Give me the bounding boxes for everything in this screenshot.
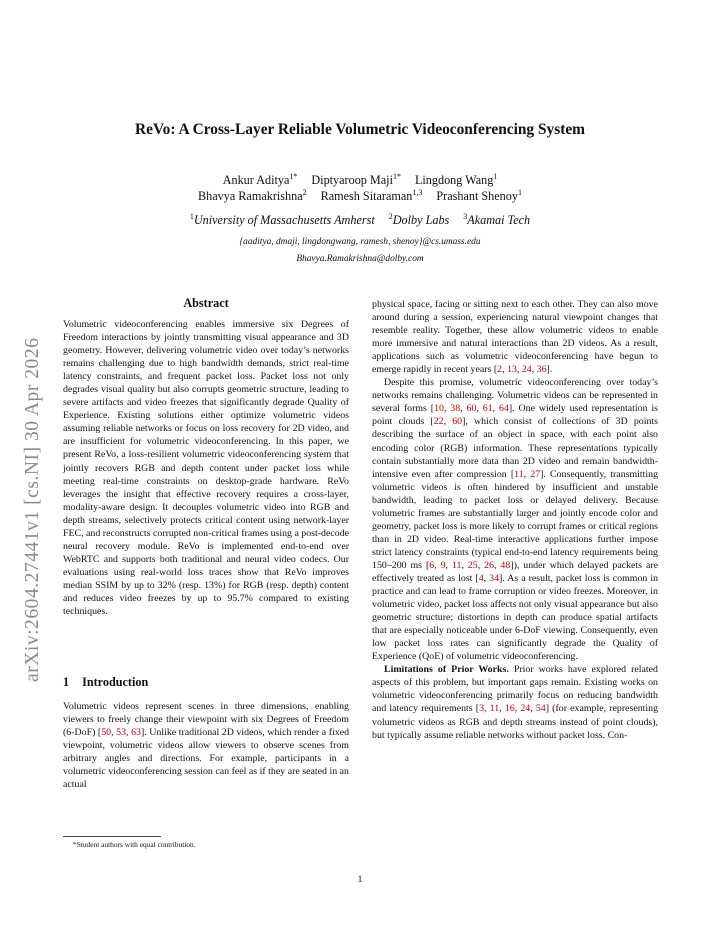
right-paragraph-3: Limitations of Prior Works. Prior works have explored related aspects of this problem, but important gaps remain. Existing works on volumetric videoconferencing primarily focus on reducing bandwidth and latency requirements [3, 11, 16, 24, 54] (for example, representing volumetric videos as RGB and depth streams instead of point clouds), but typically assume reliable networks without packet loss. Con- (372, 664, 659, 741)
affiliation: $^3$Akamai Tech (463, 212, 531, 228)
citation-link[interactable]: 36 (536, 364, 547, 376)
citation-link[interactable]: 24 (520, 703, 531, 715)
citation-link[interactable]: 11 (514, 468, 524, 480)
affiliation: $^1$University of Massachusetts Amherst (189, 212, 375, 228)
citation-link[interactable]: 11 (489, 703, 500, 715)
abstract-heading: Abstract (183, 296, 229, 310)
citation-link[interactable]: 61 (482, 403, 493, 415)
citation-link[interactable]: 13 (507, 364, 517, 376)
paragraph-heading: Limitations of Prior Works. (384, 664, 509, 676)
citation-link[interactable]: 53 (116, 727, 127, 739)
page-number: 1 (357, 874, 363, 885)
citation-link[interactable]: 34 (489, 572, 500, 584)
citation-link[interactable]: 26 (484, 559, 495, 571)
citation-link[interactable]: 11 (451, 559, 462, 571)
author-name: Prashant Shenoy$^1$ (436, 188, 522, 204)
abstract-text (63, 318, 349, 618)
citation-link[interactable]: 4 (478, 572, 484, 584)
citation-link[interactable]: 16 (504, 703, 515, 715)
citation-link[interactable]: 54 (535, 703, 546, 715)
affiliations (0, 212, 720, 228)
author-name: Ramesh Sitaraman$^{1,3}$ (320, 188, 423, 204)
right-paragraph-2: Despite this promise, volumetric videoconferencing over today’s networks remains challenging. Volumetric videos can be represented in several forms [10, 38, 60, 61, 64]. One widely used representation is point clouds [22, 60], which consist of collections of 3D points describing the surface of an object in space, with each point also encoding color (RGB) information. These representations typically contain substantially more data than 2D video and remain bandwidth-intensive even after compression [11, 27]. Consequently, transmitting volumetric videos is often hindered by insufficient and unstable bandwidth, leading to packet loss or delayed delivery. Because volumetric frames are substantially larger and jointly encode color and geometry, packet loss is more likely to corrupt frames or critical regions than in 2D video. Real-time interactive applications further impose strict latency constraints (typical end-to-end latency requirements being 150–200 ms [6, 9, 11, 25, 26, 48]), under which delayed packets are effectively treated as lost [4, 34]. As a result, packet loss is common in practice and can lead to frame corruption or video freezes. Moreover, in volumetric video, packet loss affects not only visual appearance but also geometric structure; distortions in depth can produce spatial artifacts that are especially noticeable under 6-DoF viewing. Consequently, even low packet loss rates can significantly degrade the Quality of Experience (QoE) of volumetric videoconferencing. (372, 377, 659, 663)
paper-title: ReVo: A Cross-Layer Reliable Volumetric Videoconferencing System (135, 121, 585, 138)
section-title: Introduction (82, 675, 149, 689)
affiliation: $^2$Dolby Labs (388, 212, 450, 228)
author-name: Bhavya Ramakrishna$^2$ (198, 188, 307, 204)
footnote: *Student authors with equal contribution. (73, 840, 196, 849)
citation-link[interactable]: 25 (467, 559, 478, 571)
author-name: Ankur Aditya$^{1*}$ (222, 172, 298, 188)
citation-link[interactable]: 6 (429, 559, 435, 571)
citation-link[interactable]: 24 (521, 364, 532, 376)
author-name: Diptyaroop Maji$^{1*}$ (311, 172, 401, 188)
citation-link[interactable]: 64 (499, 403, 509, 415)
abstract-paragraph: Volumetric videoconferencing enables immersive six Degrees of Freedom interactions by jointly transmitting visual appearance and 3D geometry. However, delivering volumetric video over today’s networks remains challenging due to high bandwidth demands, strict real-time latency constraints, and frequent packet loss. Packet loss not only degrades visual quality but also corrupts geometric structure, leading to severe artifacts and video freezes that significantly degrade Quality of Experience. Existing solutions either optimize volumetric videos assuming reliable networks or focus on loss recovery for 2D video, and are insufficient for volumetric videoconferencing. In this paper, we present ReVo, a loss-resilient volumetric videoconferencing system that jointly recovers RGB and depth content under packet loss while meeting real-time constraints on desktop-grade hardware. ReVo leverages the insight that effective recovery requires a cross-layer, modality-aware design. It decouples volumetric video into RGB and depth streams, selectively protects critical content using network-layer FEC, and reconstructs corrupted non-critical frames using a post-decode neural recovery module. ReVo is implemented end-to-end over WebRTC and supports both traditional and neural video codecs. Our evaluations using real-world loss traces show that ReVo improves median SSIM by up to 32% (resp. 13%) for RGB (resp. depth) content and reduces video freezes by up to 95.7% compared to existing techniques. (63, 319, 350, 618)
author-emails: {aaditya, dmaji, lingdongwang, ramesh, shenoy}@cs.umass.edu (239, 237, 481, 247)
right-column (372, 298, 658, 742)
section-heading-introduction (63, 675, 148, 690)
arxiv-identifier: arXiv:2604.27441v1 [cs.NI] 30 Apr 2026 (22, 337, 43, 682)
right-paragraph-1: physical space, facing or sitting next to each other. They can also move around during a session, experiencing natural viewpoint changes that resemble reality. Together, these allow volumetric videos to enable more immersive and natural interactions than 2D videos. As a result, applications such as volumetric videoconferencing have begun to emerge rapidly in recent years [2, 13, 24, 36]. (372, 299, 658, 376)
citation-link[interactable]: 10 (434, 403, 444, 415)
citation-link[interactable]: 9 (440, 559, 446, 571)
citation-link[interactable]: 63 (131, 727, 141, 739)
citation-link[interactable]: 50 (101, 727, 112, 739)
citation-link[interactable]: 3 (479, 703, 485, 715)
author-line-1 (0, 172, 720, 188)
intro-paragraph-1: Volumetric videos represent scenes in three dimensions, enabling viewers to freely change their viewpoint with six Degrees of Freedom (6-DoF) [50, 53, 63]. Unlike traditional 2D videos, which render a fixed viewpoint, volumetric videos allow viewers to observe scenes from arbitrary angles and directions. For example, participants in a volumetric videoconferencing session can feel as if they are seated in an actual (63, 701, 350, 791)
citation-link[interactable]: 22 (433, 416, 444, 428)
author-name: Lingdong Wang$^1$ (414, 172, 498, 188)
section-number: 1 (63, 675, 70, 689)
citation-link[interactable]: 60 (466, 403, 477, 415)
citation-link[interactable]: 2 (497, 364, 503, 376)
citation-link[interactable]: 27 (530, 468, 541, 480)
citation-link[interactable]: 60 (452, 416, 463, 428)
footnote-rule (63, 836, 161, 837)
citation-link[interactable]: 48 (500, 559, 511, 571)
citation-link[interactable]: 38 (450, 403, 461, 415)
author-line-2 (0, 188, 720, 204)
introduction-left-column (63, 700, 349, 791)
author-email-dolby: Bhavya.Ramakrishna@dolby.com (296, 254, 424, 264)
